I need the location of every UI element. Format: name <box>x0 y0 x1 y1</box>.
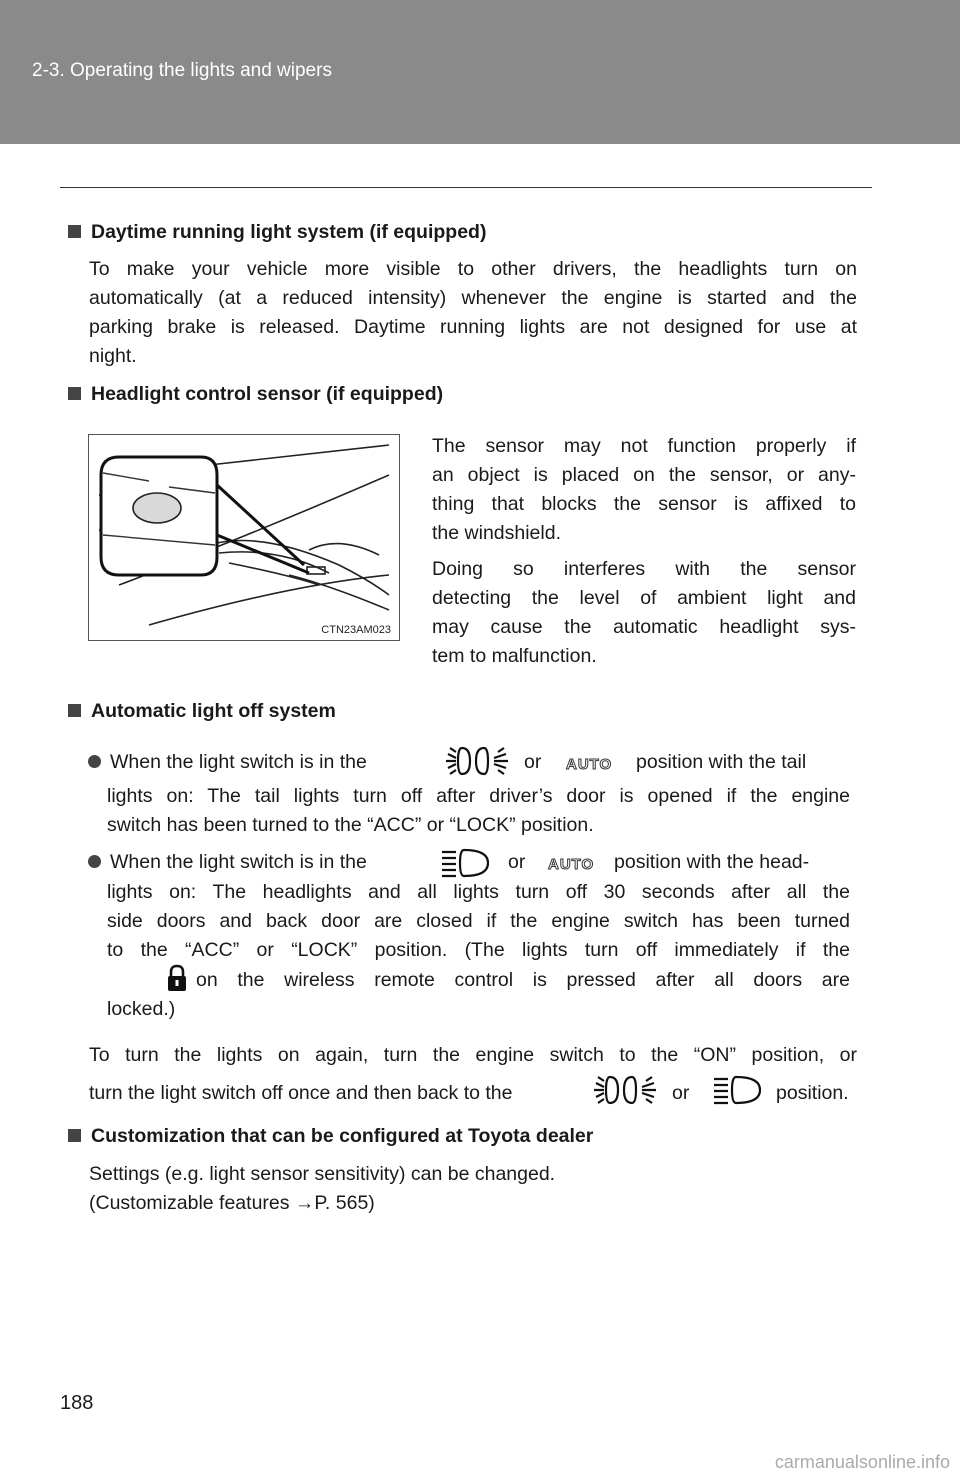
text-line: parking brake is released. Daytime running lights are not designed for use at <box>89 316 857 338</box>
text-line: automatically (at a reduced intensity) whenever the engine is started and the <box>89 287 857 309</box>
text-line: to the “ACC” or “LOCK” position. (The lights turn off immediately if the <box>107 939 850 961</box>
text-line: (Customizable features →P. 565) <box>89 1192 375 1214</box>
text-line: locked.) <box>107 998 176 1020</box>
bullet-1: When the light switch is in the <box>88 748 367 777</box>
headlight-icon <box>440 846 492 880</box>
sensor-illustration <box>88 434 400 641</box>
figure-code: CTN23AM023 <box>321 624 391 636</box>
or-text: or <box>524 751 542 773</box>
windshield-sensor-drawing <box>89 435 399 640</box>
bullet-2-body <box>107 878 850 965</box>
section-title: 2-3. Operating the lights and wipers <box>32 60 332 81</box>
page-number: 188 <box>60 1392 94 1414</box>
auto-icon: AUTO <box>566 756 613 773</box>
text-line: may cause the automatic headlight sys- <box>432 616 856 638</box>
square-bullet-icon <box>68 1129 81 1142</box>
drl-paragraph <box>89 255 857 371</box>
custom-body <box>89 1160 555 1218</box>
headlight-icon <box>712 1073 764 1107</box>
square-bullet-icon <box>68 225 81 238</box>
lock-icon <box>166 964 188 992</box>
text-fragment: position with the head- <box>614 851 810 873</box>
bullet-2-lock-line: on the wireless remote control is pressed after all doors are <box>196 969 850 991</box>
sensor-note-1 <box>432 432 856 548</box>
or-text: or <box>508 851 526 873</box>
text-line: Settings (e.g. light sensor sensitivity) can be changed. <box>89 1163 556 1185</box>
tail-light-icon <box>594 1073 656 1107</box>
text-line: night. <box>89 345 137 367</box>
text-line: To make your vehicle more visible to other drivers, the headlights turn on <box>89 258 857 280</box>
turn-on-paragraph: To turn the lights on again, turn the engine switch to the “ON” position, or <box>89 1044 857 1066</box>
text-fragment: position. <box>776 1082 849 1104</box>
square-bullet-icon <box>68 704 81 717</box>
bullet-2: When the light switch is in the <box>88 848 367 877</box>
text-line: tem to malfunction. <box>432 645 597 667</box>
text-line: lights on: The tail lights turn off after driver’s door is opened if the engine <box>107 785 850 807</box>
auto-icon: AUTO <box>548 856 595 873</box>
text-line: an object is placed on the sensor, or any- <box>432 464 856 486</box>
text-line: thing that blocks the sensor is affixed to <box>432 493 856 515</box>
text-line: detecting the level of ambient light and <box>432 587 856 609</box>
text-line: The sensor may not function properly if <box>432 435 856 457</box>
header-rule <box>60 187 872 188</box>
square-bullet-icon <box>68 387 81 400</box>
page-header <box>0 0 960 144</box>
round-bullet-icon <box>88 855 101 868</box>
or-text: or <box>672 1082 690 1104</box>
text-fragment: turn the light switch off once and then back to the <box>89 1082 513 1104</box>
text-line: lights on: The headlights and all lights turn off 30 seconds after all the <box>107 881 850 903</box>
text-line: side doors and back door are closed if the engine switch has been turned <box>107 910 850 932</box>
heading-drl: Daytime running light system (if equipped) <box>68 218 486 247</box>
heading-sensor: Headlight control sensor (if equipped) <box>68 380 443 409</box>
bullet-1-body <box>107 782 850 840</box>
heading-custom: Customization that can be configured at Toyota dealer <box>68 1122 593 1151</box>
round-bullet-icon <box>88 755 101 768</box>
tail-light-icon <box>446 744 508 778</box>
watermark: carmanualsonline.info <box>774 1452 950 1472</box>
sensor-note-2 <box>432 555 856 671</box>
text-fragment: position with the tail <box>636 751 807 773</box>
text-line: the windshield. <box>432 522 561 544</box>
heading-autooff: Automatic light off system <box>68 697 336 726</box>
text-line: switch has been turned to the “ACC” or “LOCK” position. <box>107 814 594 836</box>
text-line: Doing so interferes with the sensor <box>432 558 856 580</box>
